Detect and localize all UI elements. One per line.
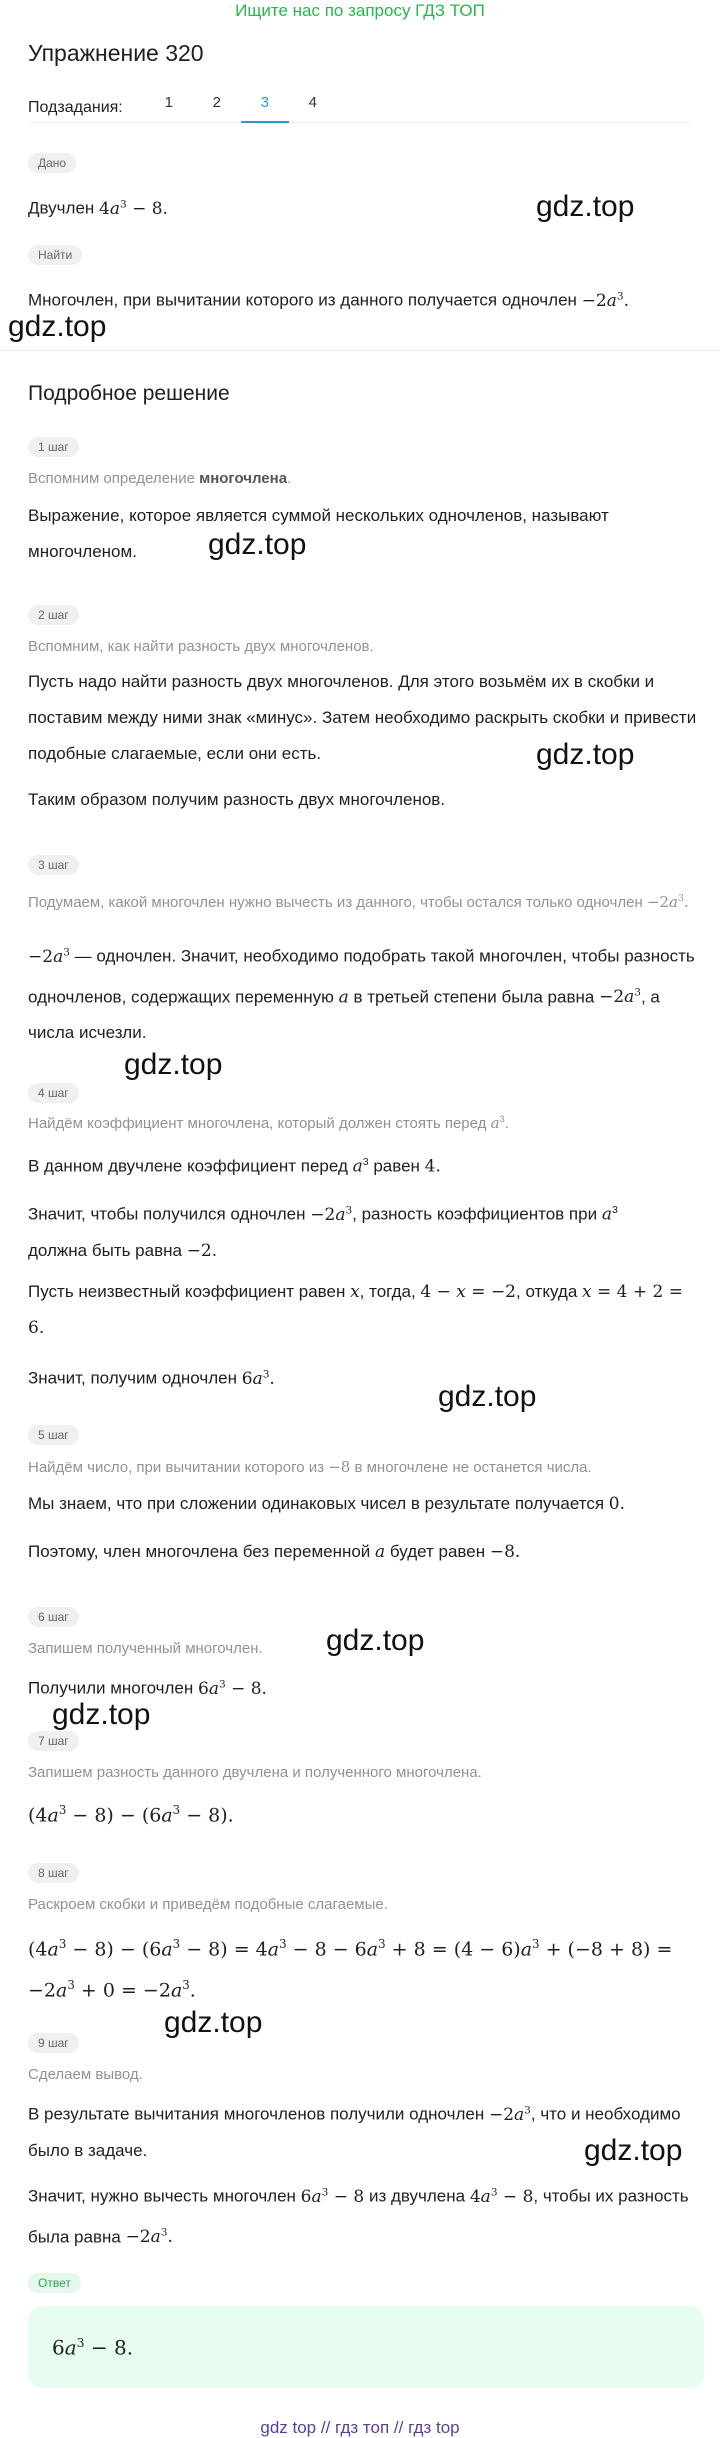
step-1-tag: 1 шаг [28,437,79,457]
step-1-text: Выражение, которое является суммой нескольких одночленов, называют многочленом. [28,506,609,561]
watermark: gdz.top [536,190,635,223]
step-4-text4: Значит, получим одночлен $6a^3$. [28,1368,275,1389]
step-5-hint: Найдём число, при вычитании которого из −8 в многочлене не останется числа. [28,1458,592,1476]
watermark: gdz.top [8,310,107,343]
step-4-text1: В данном двучлене коэффициент перед $a^3$ равен 4. [28,1156,441,1177]
tab-1[interactable]: 1 [164,93,173,111]
step-9-text2: Значит, нужно вычесть многочлен $6a^3 - 8$ из двучлена $4a^3 - 8$, чтобы их разность была равна $-2a^3$. [28,2186,689,2248]
find-tag: Найти [28,245,82,265]
watermark: gdz.top [52,1698,151,1731]
step-1-hint: Вспомним определение многочлена. [28,470,292,487]
step-7-formula: $(4a^3 - 8) - (6a^3 - 8)$. [28,1803,234,1827]
watermark: gdz.top [208,528,307,561]
step-5-text2: Поэтому, член многочлена без переменной a будет равен −8. [28,1542,521,1562]
step-3-text: $-2a^3$ — одночлен. Значит, необходимо подобрать такой многочлен, чтобы разность одночленов, содержащих переменную a в третьей степени была равна $-2a^3$, а числа исчезли. [28,946,695,1043]
step-8-formula: $(4a^3 - 8) - (6a^3 - 8) = 4a^3 - 8 - 6a^3 + 8 = (4 - 6)a^3 + (-8 + 8)$ = $-2a^3 + 0 = -2a^3$. [28,1937,673,2002]
step-8-tag: 8 шаг [28,1863,79,1883]
given-tag: Дано [28,153,76,173]
watermark: gdz.top [164,2006,263,2039]
subtasks-tabs [28,93,692,123]
footer-link-gdz-top-ru[interactable]: гдз топ [335,2418,390,2437]
given-text: Двучлен $4a^3 - 8$. [28,198,168,219]
step-5-tag: 5 шаг [28,1425,79,1445]
step-4-text3: Пусть неизвестный коэффициент равен x, тогда, 4 − x = −2, откуда x = 4 + 2 = 6. [28,1282,683,1338]
step-9-hint: Сделаем вывод. [28,2066,143,2083]
step-2-text: Пусть надо найти разность двух многочленов. Для этого возьмём их в скобки и поставим между ними знак «минус». Затем необходимо раскрыть скобки и привести подобные слагаемые, если они есть. [28,672,697,763]
solution-title: Подробное решение [28,382,230,405]
footer-link-gdz-top[interactable]: gdz top [260,2418,317,2437]
watermark: gdz.top [536,738,635,771]
answer-tag: Ответ [28,2273,81,2293]
step-4-tag: 4 шаг [28,1083,79,1103]
tab-3[interactable]: 3 [241,93,289,123]
step-7-tag: 7 шаг [28,1731,79,1751]
tab-2[interactable]: 2 [212,93,221,111]
subtasks-label: Подзадания: [28,98,123,116]
footer-links: gdz top // гдз топ // гдз top [260,2418,460,2437]
tab-4[interactable]: 4 [308,93,317,111]
watermark: gdz.top [438,1380,537,1413]
step-6-text: Получили многочлен $6a^3 - 8$. [28,1678,267,1699]
watermark: gdz.top [584,2134,683,2167]
step-6-tag: 6 шаг [28,1607,79,1627]
step-6-hint: Запишем полученный многочлен. [28,1640,263,1657]
step-2-hint: Вспомним, как найти разность двух многочленов. [28,638,374,655]
step-4-text2: Значит, чтобы получился одночлен $-2a^3$, разность коэффициентов при $a^3$ должна быть равна −2. [28,1204,618,1261]
divider [0,350,720,351]
page-title: Упражнение 320 [28,40,204,66]
step-9-text1: В результате вычитания многочленов получили одночлен $-2a^3$, что и необходимо было в задаче. [28,2104,681,2160]
watermark: gdz.top [124,1048,223,1081]
step-3-hint: Подумаем, какой многочлен нужно вычесть из данного, чтобы остался только одночлен $-2a^3$. [28,893,689,911]
find-text: Многочлен, при вычитании которого из данного получается одночлен $-2a^3$. [28,290,629,311]
step-8-hint: Раскроем скобки и приведём подобные слагаемые. [28,1896,388,1913]
watermark: gdz.top [326,1624,425,1657]
step-2-tag: 2 шаг [28,605,79,625]
footer-link-gdz-top-mixed[interactable]: гдз top [408,2418,460,2437]
step-7-hint: Запишем разность данного двучлена и полученного многочлена. [28,1764,482,1781]
step-3-tag: 3 шаг [28,855,79,875]
step-5-text1: Мы знаем, что при сложении одинаковых чисел в результате получается 0. [28,1494,626,1514]
step-9-tag: 9 шаг [28,2033,79,2053]
step-4-hint: Найдём коэффициент многочлена, который должен стоять перед $a^3$. [28,1114,509,1132]
answer-box: $6a^3 - 8$. [28,2306,704,2388]
step-2-text2: Таким образом получим разность двух многочленов. [28,790,446,809]
search-banner[interactable]: Ищите нас по запросу ГДЗ ТОП [235,1,485,20]
